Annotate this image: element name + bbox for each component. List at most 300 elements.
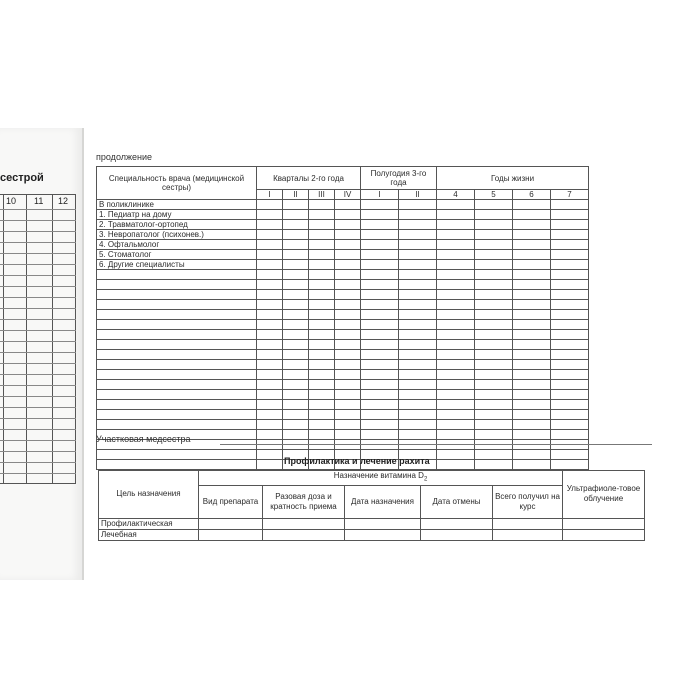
entry-cell[interactable] xyxy=(513,320,551,330)
entry-cell[interactable] xyxy=(257,460,283,470)
entry-cell[interactable] xyxy=(199,529,263,540)
entry-cell[interactable] xyxy=(513,200,551,210)
entry-cell[interactable] xyxy=(335,390,361,400)
entry-cell[interactable] xyxy=(475,230,513,240)
table-row xyxy=(97,320,589,330)
entry-cell[interactable] xyxy=(399,260,437,270)
entry-cell[interactable] xyxy=(399,220,437,230)
entry-cell[interactable] xyxy=(513,210,551,220)
quarter-label: II xyxy=(283,190,309,200)
entry-cell[interactable] xyxy=(283,300,309,310)
entry-cell[interactable] xyxy=(437,420,475,430)
entry-cell[interactable] xyxy=(551,310,589,320)
entry-cell[interactable] xyxy=(257,330,283,340)
entry-cell[interactable] xyxy=(475,290,513,300)
entry-cell[interactable] xyxy=(257,200,283,210)
specialty-cell xyxy=(97,340,257,350)
entry-cell[interactable] xyxy=(257,320,283,330)
entry-cell[interactable] xyxy=(551,400,589,410)
entry-cell[interactable] xyxy=(399,290,437,300)
halfyear-label: II xyxy=(399,190,437,200)
entry-cell[interactable] xyxy=(437,260,475,270)
entry-cell[interactable] xyxy=(309,290,335,300)
entry-cell[interactable] xyxy=(309,310,335,320)
entry-cell[interactable] xyxy=(437,240,475,250)
table-row xyxy=(97,260,589,270)
entry-cell[interactable] xyxy=(257,400,283,410)
grid-line xyxy=(0,352,76,353)
specialists-table-body xyxy=(97,200,589,470)
entry-cell[interactable] xyxy=(335,250,361,260)
entry-cell[interactable] xyxy=(551,270,589,280)
entry-cell[interactable] xyxy=(257,310,283,320)
entry-cell[interactable] xyxy=(399,420,437,430)
entry-cell[interactable] xyxy=(513,220,551,230)
entry-cell[interactable] xyxy=(513,370,551,380)
entry-cell[interactable] xyxy=(475,200,513,210)
entry-cell[interactable] xyxy=(361,350,399,360)
entry-cell[interactable] xyxy=(361,280,399,290)
entry-cell[interactable] xyxy=(361,310,399,320)
entry-cell[interactable] xyxy=(361,250,399,260)
entry-cell[interactable] xyxy=(335,310,361,320)
entry-cell[interactable] xyxy=(437,320,475,330)
entry-cell[interactable] xyxy=(309,220,335,230)
entry-cell[interactable] xyxy=(551,330,589,340)
entry-cell[interactable] xyxy=(257,390,283,400)
entry-cell[interactable] xyxy=(257,300,283,310)
entry-cell[interactable] xyxy=(257,450,283,460)
entry-cell[interactable] xyxy=(283,270,309,280)
entry-cell[interactable] xyxy=(437,400,475,410)
year-label: 6 xyxy=(513,190,551,200)
entry-cell[interactable] xyxy=(335,330,361,340)
entry-cell[interactable] xyxy=(437,410,475,420)
entry-cell[interactable] xyxy=(475,400,513,410)
specialty-cell xyxy=(97,460,257,470)
entry-cell[interactable] xyxy=(399,400,437,410)
entry-cell[interactable] xyxy=(257,270,283,280)
entry-cell[interactable] xyxy=(475,300,513,310)
entry-cell[interactable] xyxy=(257,260,283,270)
entry-cell[interactable] xyxy=(437,220,475,230)
entry-cell[interactable] xyxy=(335,400,361,410)
entry-cell[interactable] xyxy=(283,310,309,320)
entry-cell[interactable] xyxy=(283,360,309,370)
entry-cell[interactable] xyxy=(361,270,399,280)
entry-cell[interactable] xyxy=(551,260,589,270)
entry-cell[interactable] xyxy=(257,360,283,370)
entry-cell[interactable] xyxy=(335,380,361,390)
entry-cell[interactable] xyxy=(513,360,551,370)
table-row xyxy=(97,240,589,250)
entry-cell[interactable] xyxy=(513,460,551,470)
entry-cell[interactable] xyxy=(335,340,361,350)
entry-cell[interactable] xyxy=(513,420,551,430)
entry-cell[interactable] xyxy=(309,210,335,220)
entry-cell[interactable] xyxy=(309,260,335,270)
entry-cell[interactable] xyxy=(551,460,589,470)
entry-cell[interactable] xyxy=(437,370,475,380)
entry-cell[interactable] xyxy=(257,380,283,390)
entry-cell[interactable] xyxy=(475,370,513,380)
entry-cell[interactable] xyxy=(399,240,437,250)
entry-cell[interactable] xyxy=(399,350,437,360)
entry-cell[interactable] xyxy=(475,330,513,340)
specialty-cell: В поликлинике xyxy=(97,200,257,210)
entry-cell[interactable] xyxy=(421,529,493,540)
entry-cell[interactable] xyxy=(335,240,361,250)
entry-cell[interactable] xyxy=(361,360,399,370)
specialists-table xyxy=(96,166,589,470)
entry-cell[interactable] xyxy=(309,400,335,410)
entry-cell[interactable] xyxy=(551,300,589,310)
entry-cell[interactable] xyxy=(513,240,551,250)
entry-cell[interactable] xyxy=(309,410,335,420)
entry-cell[interactable] xyxy=(309,240,335,250)
entry-cell[interactable] xyxy=(513,260,551,270)
entry-cell[interactable] xyxy=(475,420,513,430)
entry-cell[interactable] xyxy=(475,390,513,400)
entry-cell[interactable] xyxy=(283,370,309,380)
entry-cell[interactable] xyxy=(361,230,399,240)
entry-cell[interactable] xyxy=(309,300,335,310)
left-page-header xyxy=(0,195,76,210)
entry-cell[interactable] xyxy=(309,370,335,380)
entry-cell[interactable] xyxy=(257,340,283,350)
grid-line xyxy=(0,330,76,331)
entry-cell[interactable] xyxy=(263,518,345,529)
entry-cell[interactable] xyxy=(361,240,399,250)
entry-cell[interactable] xyxy=(493,518,563,529)
entry-cell[interactable] xyxy=(475,280,513,290)
entry-cell[interactable] xyxy=(513,300,551,310)
entry-cell[interactable] xyxy=(513,390,551,400)
entry-cell[interactable] xyxy=(437,200,475,210)
entry-cell[interactable] xyxy=(551,250,589,260)
entry-cell[interactable] xyxy=(263,529,345,540)
entry-cell[interactable] xyxy=(513,230,551,240)
nurse-signature-line xyxy=(96,434,652,446)
entry-cell[interactable] xyxy=(513,400,551,410)
grid-line xyxy=(0,451,76,452)
entry-cell[interactable] xyxy=(551,200,589,210)
entry-cell[interactable] xyxy=(309,350,335,360)
table-row xyxy=(97,350,589,360)
entry-cell[interactable] xyxy=(283,380,309,390)
entry-cell[interactable] xyxy=(399,320,437,330)
entry-cell[interactable] xyxy=(475,220,513,230)
entry-cell[interactable] xyxy=(513,280,551,290)
entry-cell[interactable] xyxy=(399,370,437,380)
entry-cell[interactable] xyxy=(309,360,335,370)
entry-cell[interactable] xyxy=(475,450,513,460)
entry-cell[interactable] xyxy=(335,360,361,370)
entry-cell[interactable] xyxy=(345,518,421,529)
entry-cell[interactable] xyxy=(335,280,361,290)
entry-cell[interactable] xyxy=(309,420,335,430)
entry-cell[interactable] xyxy=(309,230,335,240)
entry-cell[interactable] xyxy=(551,240,589,250)
entry-cell[interactable] xyxy=(257,350,283,360)
table-row xyxy=(97,270,589,280)
entry-cell[interactable] xyxy=(475,360,513,370)
entry-cell[interactable] xyxy=(283,240,309,250)
entry-cell[interactable] xyxy=(335,350,361,360)
entry-cell[interactable] xyxy=(551,280,589,290)
table-row xyxy=(97,330,589,340)
entry-cell[interactable] xyxy=(551,410,589,420)
entry-cell[interactable] xyxy=(563,529,645,540)
entry-cell[interactable] xyxy=(551,340,589,350)
entry-cell[interactable] xyxy=(361,370,399,380)
entry-cell[interactable] xyxy=(475,310,513,320)
entry-cell[interactable] xyxy=(283,290,309,300)
entry-cell[interactable] xyxy=(257,210,283,220)
entry-cell[interactable] xyxy=(361,210,399,220)
entry-cell[interactable] xyxy=(513,350,551,360)
specialty-cell: 3. Невропатолог (психонев.) xyxy=(97,230,257,240)
entry-cell[interactable] xyxy=(309,250,335,260)
entry-cell[interactable] xyxy=(513,380,551,390)
entry-cell[interactable] xyxy=(309,280,335,290)
table-row xyxy=(97,390,589,400)
entry-cell[interactable] xyxy=(551,370,589,380)
entry-cell[interactable] xyxy=(437,230,475,240)
entry-cell[interactable] xyxy=(257,220,283,230)
entry-cell[interactable] xyxy=(283,390,309,400)
entry-cell[interactable] xyxy=(361,390,399,400)
entry-cell[interactable] xyxy=(283,330,309,340)
entry-cell[interactable] xyxy=(551,360,589,370)
entry-cell[interactable] xyxy=(399,390,437,400)
entry-cell[interactable] xyxy=(437,350,475,360)
entry-cell[interactable] xyxy=(513,270,551,280)
entry-cell[interactable] xyxy=(283,210,309,220)
col-purpose-header: Цель назначения xyxy=(99,471,199,519)
entry-cell[interactable] xyxy=(361,420,399,430)
entry-cell[interactable] xyxy=(475,350,513,360)
entry-cell[interactable] xyxy=(309,270,335,280)
entry-cell[interactable] xyxy=(199,518,263,529)
entry-cell[interactable] xyxy=(551,290,589,300)
entry-cell[interactable] xyxy=(493,529,563,540)
entry-cell[interactable] xyxy=(551,230,589,240)
entry-cell[interactable] xyxy=(475,380,513,390)
entry-cell[interactable] xyxy=(257,420,283,430)
entry-cell[interactable] xyxy=(335,420,361,430)
entry-cell[interactable] xyxy=(257,240,283,250)
entry-cell[interactable] xyxy=(361,340,399,350)
specialty-cell: 5. Стоматолог xyxy=(97,250,257,260)
entry-cell[interactable] xyxy=(437,460,475,470)
grid-line xyxy=(0,418,76,419)
entry-cell[interactable] xyxy=(335,230,361,240)
entry-cell[interactable] xyxy=(309,330,335,340)
entry-cell[interactable] xyxy=(399,270,437,280)
entry-cell[interactable] xyxy=(437,310,475,320)
entry-cell[interactable] xyxy=(399,280,437,290)
entry-cell[interactable] xyxy=(475,320,513,330)
entry-cell[interactable] xyxy=(513,330,551,340)
grid-line xyxy=(0,209,76,210)
entry-cell[interactable] xyxy=(361,320,399,330)
entry-cell[interactable] xyxy=(551,210,589,220)
entry-cell[interactable] xyxy=(257,230,283,240)
entry-cell[interactable] xyxy=(399,330,437,340)
entry-cell[interactable] xyxy=(513,410,551,420)
entry-cell[interactable] xyxy=(335,290,361,300)
entry-cell[interactable] xyxy=(399,410,437,420)
entry-cell[interactable] xyxy=(475,340,513,350)
entry-cell[interactable] xyxy=(437,360,475,370)
entry-cell[interactable] xyxy=(335,370,361,380)
entry-cell[interactable] xyxy=(335,410,361,420)
grid-line xyxy=(0,297,76,298)
entry-cell[interactable] xyxy=(257,250,283,260)
entry-cell[interactable] xyxy=(309,340,335,350)
entry-cell[interactable] xyxy=(283,410,309,420)
entry-cell[interactable] xyxy=(345,529,421,540)
col-dose-header: Разовая доза и кратность приема xyxy=(263,485,345,518)
entry-cell[interactable] xyxy=(399,300,437,310)
table-row xyxy=(97,420,589,430)
table-row xyxy=(97,210,589,220)
entry-cell[interactable] xyxy=(283,220,309,230)
table-row xyxy=(97,220,589,230)
grid-line xyxy=(0,462,76,463)
entry-cell[interactable] xyxy=(475,250,513,260)
entry-cell[interactable] xyxy=(437,340,475,350)
table-row xyxy=(97,360,589,370)
entry-cell[interactable] xyxy=(399,210,437,220)
quarter-label: IV xyxy=(335,190,361,200)
entry-cell[interactable] xyxy=(283,420,309,430)
entry-cell[interactable] xyxy=(283,400,309,410)
entry-cell[interactable] xyxy=(335,200,361,210)
entry-cell[interactable] xyxy=(551,450,589,460)
entry-cell[interactable] xyxy=(475,410,513,420)
entry-cell[interactable] xyxy=(335,260,361,270)
entry-cell[interactable] xyxy=(551,220,589,230)
entry-cell[interactable] xyxy=(399,340,437,350)
entry-cell[interactable] xyxy=(283,340,309,350)
table-row xyxy=(97,300,589,310)
col-start-header: Дата назначения xyxy=(345,485,421,518)
entry-cell[interactable] xyxy=(513,310,551,320)
entry-cell[interactable] xyxy=(551,350,589,360)
entry-cell[interactable] xyxy=(437,210,475,220)
left-page-grid xyxy=(0,194,76,484)
entry-cell[interactable] xyxy=(361,290,399,300)
entry-cell[interactable] xyxy=(309,390,335,400)
entry-cell[interactable] xyxy=(513,250,551,260)
entry-cell[interactable] xyxy=(551,390,589,400)
entry-cell[interactable] xyxy=(437,290,475,300)
entry-cell[interactable] xyxy=(335,300,361,310)
entry-cell[interactable] xyxy=(475,270,513,280)
entry-cell[interactable] xyxy=(437,280,475,290)
entry-cell[interactable] xyxy=(399,380,437,390)
table-row xyxy=(99,518,645,529)
entry-cell[interactable] xyxy=(283,260,309,270)
col-end-header: Дата отмены xyxy=(421,485,493,518)
entry-cell[interactable] xyxy=(399,250,437,260)
entry-cell[interactable] xyxy=(361,410,399,420)
entry-cell[interactable] xyxy=(361,260,399,270)
entry-cell[interactable] xyxy=(399,360,437,370)
entry-cell[interactable] xyxy=(361,330,399,340)
entry-cell[interactable] xyxy=(475,210,513,220)
entry-cell[interactable] xyxy=(283,350,309,360)
entry-cell[interactable] xyxy=(513,450,551,460)
entry-cell[interactable] xyxy=(361,400,399,410)
grid-line xyxy=(0,440,76,441)
entry-cell[interactable] xyxy=(335,220,361,230)
entry-cell[interactable] xyxy=(475,460,513,470)
entry-cell[interactable] xyxy=(551,320,589,330)
entry-cell[interactable] xyxy=(551,420,589,430)
signature-underline[interactable] xyxy=(220,444,652,445)
entry-cell[interactable] xyxy=(563,518,645,529)
entry-cell[interactable] xyxy=(335,320,361,330)
entry-cell[interactable] xyxy=(513,290,551,300)
entry-cell[interactable] xyxy=(361,220,399,230)
entry-cell[interactable] xyxy=(283,230,309,240)
entry-cell[interactable] xyxy=(257,280,283,290)
entry-cell[interactable] xyxy=(257,290,283,300)
entry-cell[interactable] xyxy=(361,300,399,310)
entry-cell[interactable] xyxy=(309,200,335,210)
grid-line xyxy=(0,319,76,320)
entry-cell[interactable] xyxy=(335,210,361,220)
entry-cell[interactable] xyxy=(283,280,309,290)
entry-cell[interactable] xyxy=(437,390,475,400)
table-row xyxy=(99,529,645,540)
entry-cell[interactable] xyxy=(437,380,475,390)
entry-cell[interactable] xyxy=(421,518,493,529)
grid-line xyxy=(0,275,76,276)
entry-cell[interactable] xyxy=(437,250,475,260)
entry-cell[interactable] xyxy=(283,320,309,330)
entry-cell[interactable] xyxy=(361,200,399,210)
specialty-cell xyxy=(97,330,257,340)
entry-cell[interactable] xyxy=(257,410,283,420)
entry-cell[interactable] xyxy=(551,380,589,390)
entry-cell[interactable] xyxy=(399,230,437,240)
entry-cell[interactable] xyxy=(437,300,475,310)
entry-cell[interactable] xyxy=(475,260,513,270)
specialty-cell xyxy=(97,370,257,380)
entry-cell[interactable] xyxy=(399,200,437,210)
entry-cell[interactable] xyxy=(475,240,513,250)
entry-cell[interactable] xyxy=(309,320,335,330)
entry-cell[interactable] xyxy=(399,310,437,320)
year-label: 4 xyxy=(437,190,475,200)
entry-cell[interactable] xyxy=(437,450,475,460)
entry-cell[interactable] xyxy=(283,250,309,260)
entry-cell[interactable] xyxy=(283,200,309,210)
entry-cell[interactable] xyxy=(437,270,475,280)
entry-cell[interactable] xyxy=(513,340,551,350)
col-specialty-header: Специальность врача (медицинской сестры) xyxy=(97,167,257,200)
entry-cell[interactable] xyxy=(309,380,335,390)
entry-cell[interactable] xyxy=(257,370,283,380)
entry-cell[interactable] xyxy=(361,380,399,390)
table-row xyxy=(97,200,589,210)
entry-cell[interactable] xyxy=(437,330,475,340)
entry-cell[interactable] xyxy=(335,270,361,280)
